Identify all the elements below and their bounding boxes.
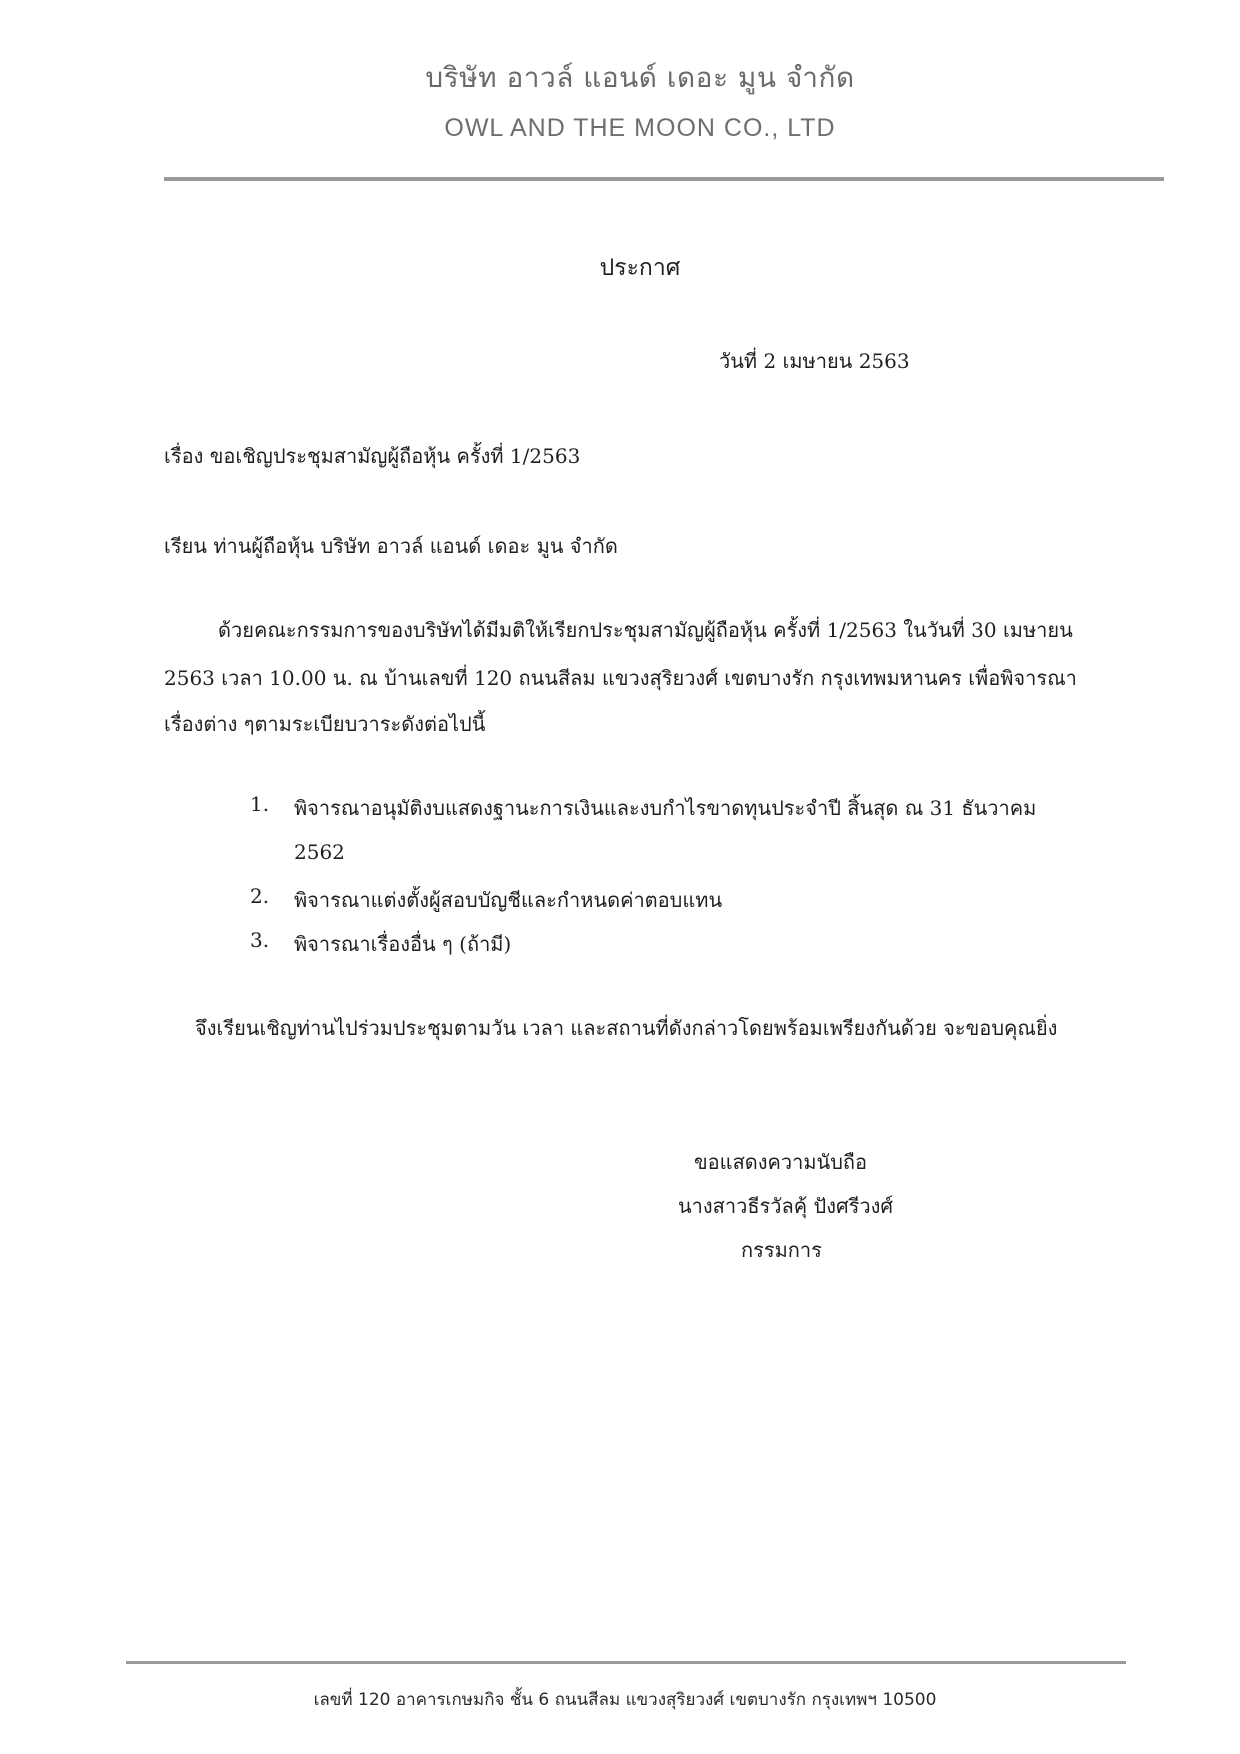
salutation-line: เรียน ท่านผู้ถือหุ้น บริษัท อาวล์ แอนด์ เดอะ มูน จำกัด <box>164 534 618 558</box>
agenda-item-text: พิจารณาอนุมัติงบแสดงฐานะการเงินและงบกำไรขาดทุนประจำปี สิ้นสุด ณ 31 ธันวาคม <box>294 796 1037 820</box>
agenda-item-number: 2. <box>250 884 270 908</box>
signature-closing: ขอแสดงความนับถือ <box>694 1150 868 1174</box>
document-title: ประกาศ <box>599 255 681 281</box>
footer-divider <box>126 1661 1126 1664</box>
agenda-item-text: พิจารณาเรื่องอื่น ๆ (ถ้ามี) <box>294 932 512 956</box>
agenda-item-number: 3. <box>250 928 270 952</box>
letterhead-divider <box>164 177 1164 181</box>
agenda-item-continuation: 2562 <box>294 840 345 864</box>
agenda-item-text: พิจารณาแต่งตั้งผู้สอบบัญชีและกำหนดค่าตอบแทน <box>294 888 723 912</box>
body-paragraph-line: เรื่องต่าง ๆตามระเบียบวาระดังต่อไปนี้ <box>164 712 486 736</box>
company-name-thai: บริษัท อาวล์ แอนด์ เดอะ มูน จำกัด <box>425 61 855 94</box>
closing-paragraph: จึงเรียนเชิญท่านไปร่วมประชุมตามวัน เวลา และสถานที่ดังกล่าวโดยพร้อมเพรียงกันด้วย จะขอบคุณยิ่ง <box>195 1016 1058 1040</box>
subject-line: เรื่อง ขอเชิญประชุมสามัญผู้ถือหุ้น ครั้งที่ 1/2563 <box>164 444 581 468</box>
body-paragraph-line: ด้วยคณะกรรมการของบริษัทได้มีมติให้เรียกประชุมสามัญผู้ถือหุ้น ครั้งที่ 1/2563 ในวันที่ 30 เมษายน <box>218 618 1073 642</box>
agenda-item-number: 1. <box>250 792 270 816</box>
document-date: วันที่ 2 เมษายน 2563 <box>719 349 910 373</box>
signatory-title: กรรมการ <box>741 1238 822 1262</box>
body-paragraph-line: 2563 เวลา 10.00 น. ณ บ้านเลขที่ 120 ถนนสีลม แขวงสุริยวงศ์ เขตบางรัก กรุงเทพมหานคร เพื่อพิจารณา <box>164 666 1077 690</box>
footer-address: เลขที่ 120 อาคารเกษมกิจ ชั้น 6 ถนนสีลม แขวงสุริยวงศ์ เขตบางรัก กรุงเทพฯ 10500 <box>313 1690 937 1710</box>
signatory-name: นางสาวธีรวัลคุ้ ปังศรีวงศ์ <box>678 1194 894 1218</box>
company-name-english: OWL AND THE MOON CO., LTD <box>444 114 836 142</box>
